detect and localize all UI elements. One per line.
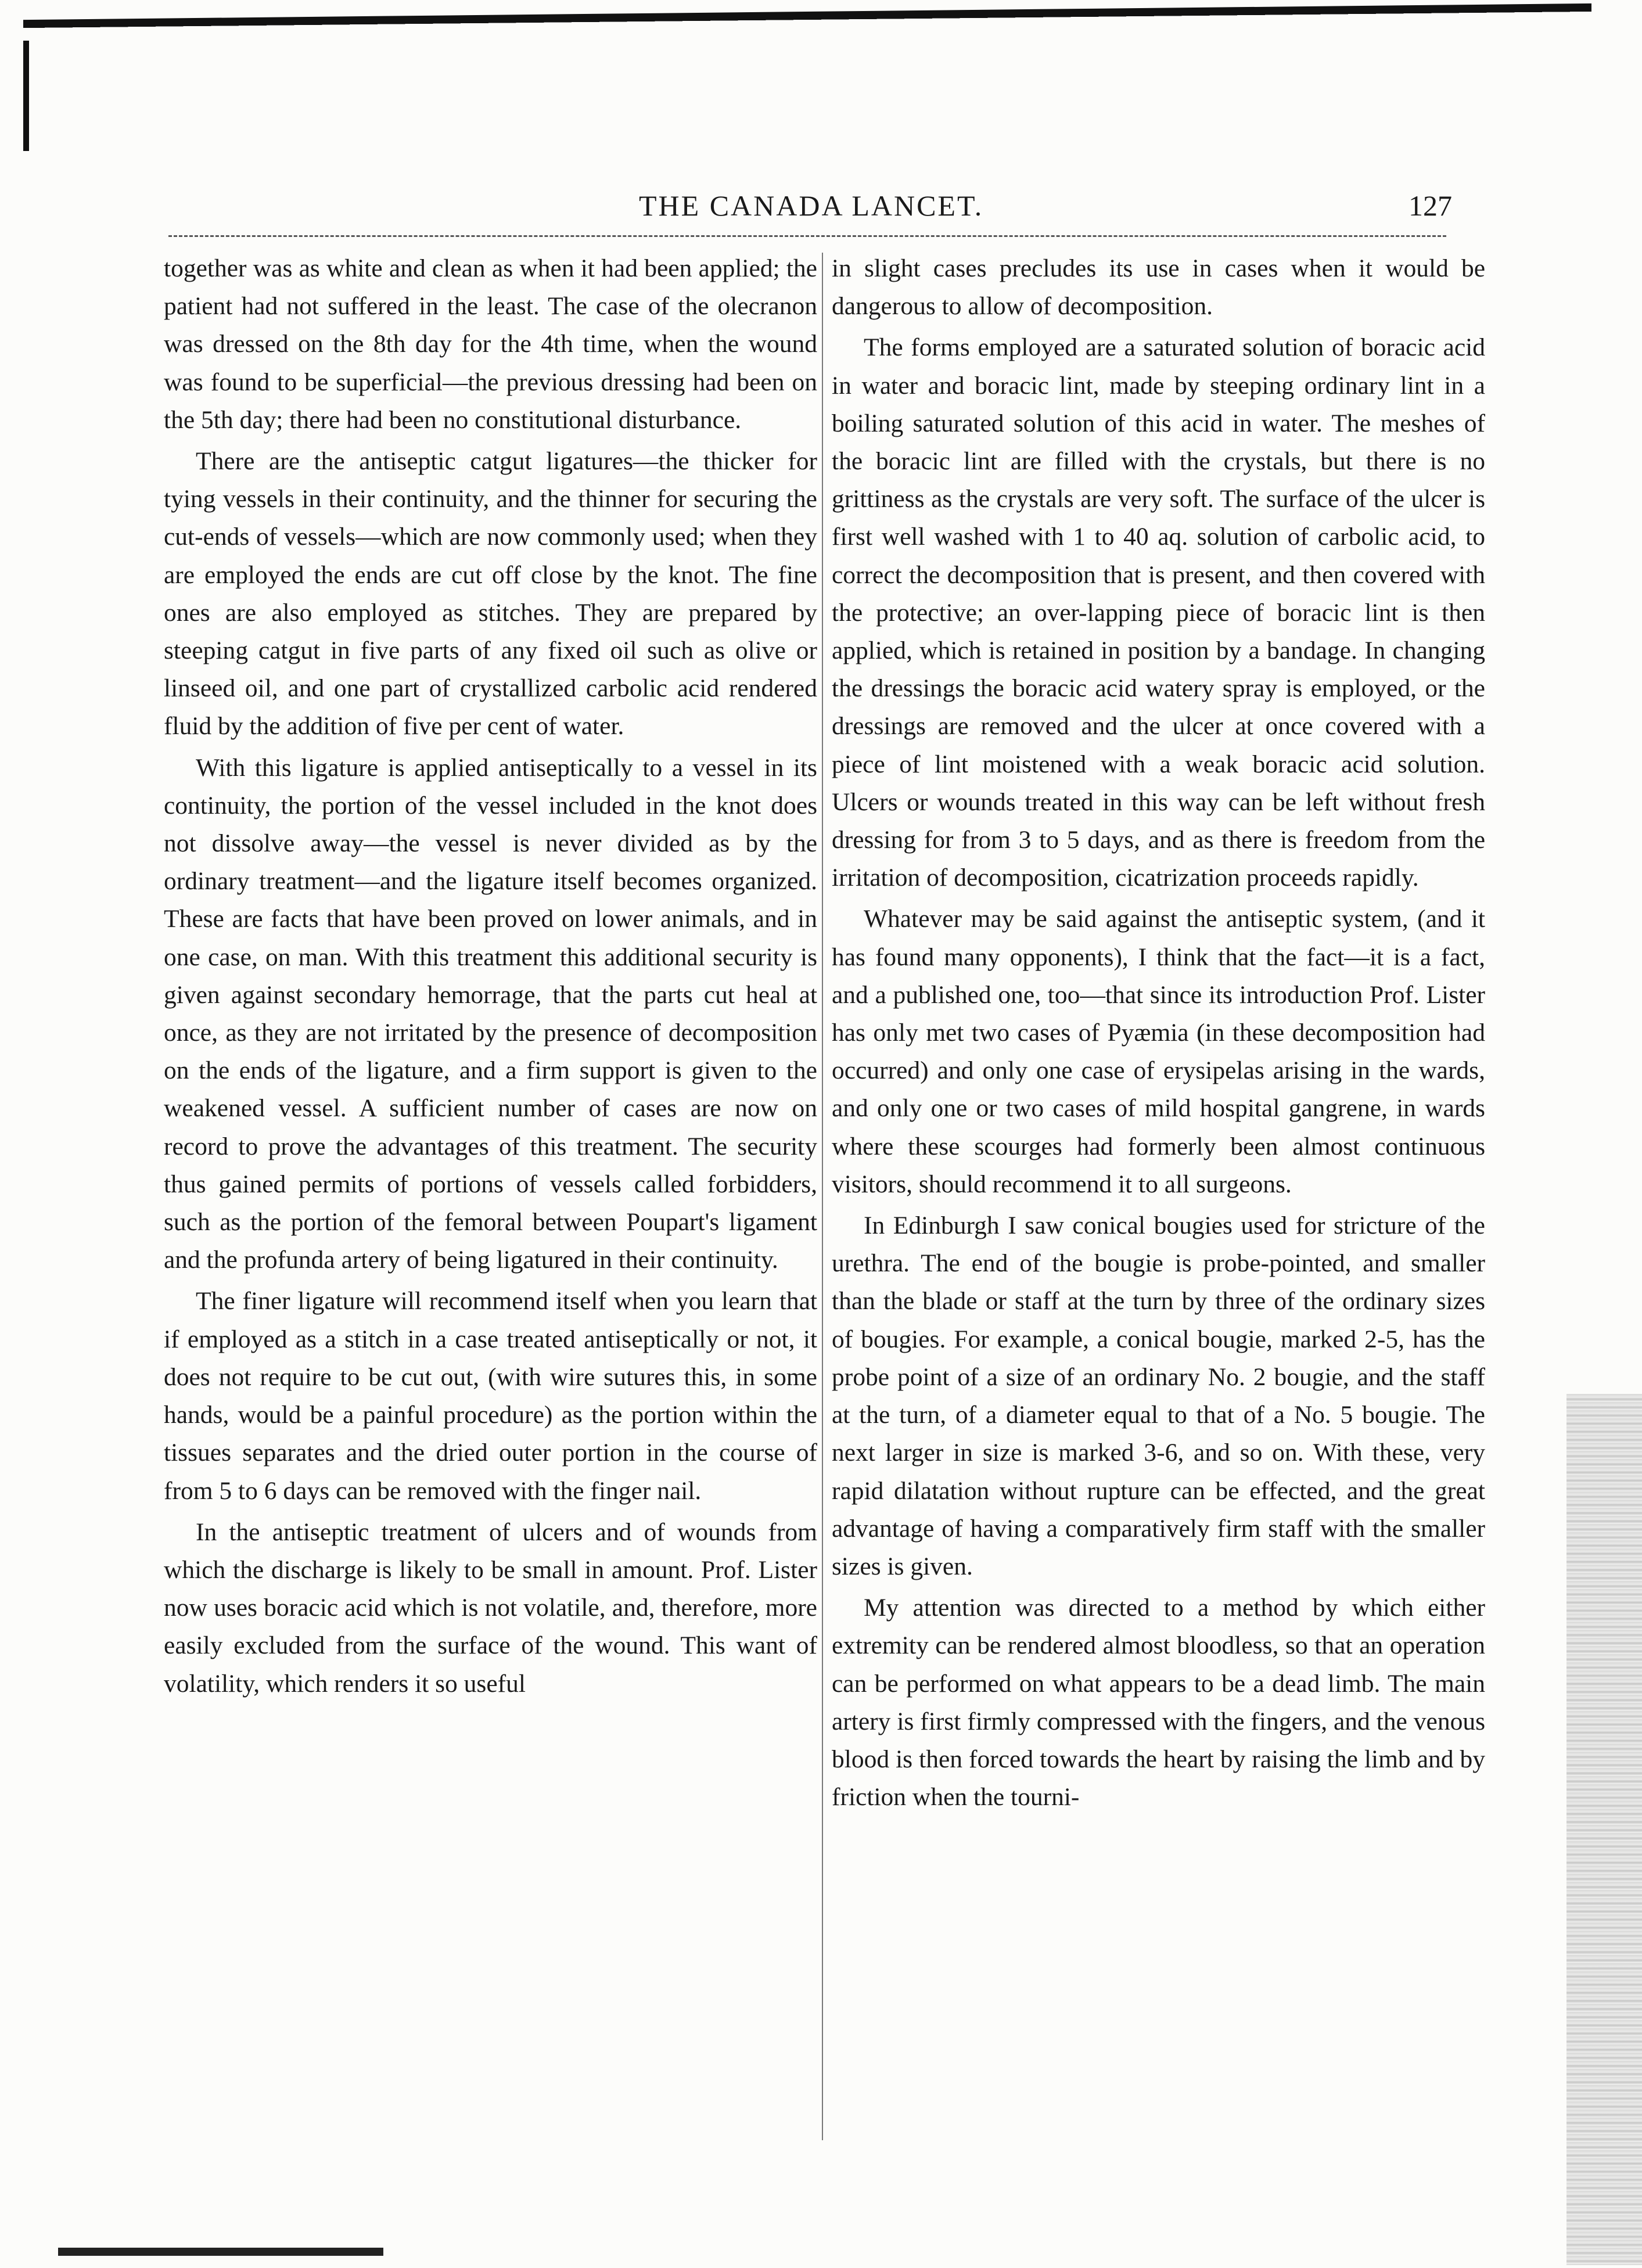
paragraph: In Edinburgh I saw conical bougies used for stricture of the urethra. The end of the bougie is probe-pointed, and smaller than the blade or staff at the turn by three of the ordinary sizes of bougies. For example, a conical bougie, marked 2-5, has the probe point of a size of an ordinary No. 2 bougie, and the staff at the turn, of a diameter equal to that of a No. 5 bougie. The next larger in size is marked 3-6, and so on. With these, very rapid dilatation without rupture can be effected, and the great advantage of having a comparatively firm staff with the smaller sizes is given. <box>832 1212 1485 1580</box>
right-column <box>832 250 1485 1816</box>
scan-edge-artifact-right <box>1566 1394 1642 2265</box>
scan-edge-artifact-left <box>23 41 29 151</box>
left-column <box>164 250 817 1703</box>
journal-title: THE CANADA LANCET. <box>639 189 984 222</box>
paragraph: in slight cases precludes its use in cases when it would be dangerous to allow of decomposition. <box>832 254 1485 321</box>
paragraph: In the antiseptic treatment of ulcers and of wounds from which the discharge is likely to be small in amount. Prof. Lister now uses boracic acid which is not volatile, and, therefore, more easily excluded from the surface of the wound. This want of volatility, which renders it so useful <box>164 1518 817 1698</box>
column-divider <box>822 253 823 2140</box>
running-head <box>163 189 1452 235</box>
scan-edge-artifact-top <box>23 3 1591 55</box>
paragraph: With this ligature is applied antiseptically to a vessel in its continuity, the portion of the vessel included in the knot does not dissolve away—the vessel is never divided as by the ordinary treatment—and the ligature itself becomes organized. These are facts that have been proved on lower animals, and in one case, on man. With this treatment this additional security is given against secondary hemorrage, that the parts cut heal at once, as they are not irritated by the presence of decomposition on the ends of the ligature, and a firm support is given to the weakened vessel. A sufficient number of cases are now on record to prove the advantages of this treatment. The security thus gained permits of portions of vessels called forbidders, such as the portion of the femoral between Poupart's ligament and the profunda artery of being ligatured in their continuity. <box>164 753 817 1274</box>
paragraph: together was as white and clean as when it had been applied; the patient had not suffered in the least. The case of the olecranon was dressed on the 8th day for the 4th time, when the wound was found to be superficial—the previous dressing had been on the 5th day; there had been no constitutional disturbance. <box>164 254 817 434</box>
paragraph: Whatever may be said against the antiseptic system, (and it has found many opponents), I think that the fact—it is a fact, and a published one, too—that since its introduction Prof. Lister has only met two cases of Pyæmia (in these decomposition had occurred) and only one case of erysipelas arising in the wards, and only one or two cases of mild hospital gangrene, in wards where these scourges had formerly been almost continuous visitors, should recommend it to all surgeons. <box>832 905 1485 1198</box>
page-number: 127 <box>1409 189 1452 222</box>
paragraph: My attention was directed to a method by which either extremity can be rendered almost bloodless, so that an operation can be performed on what appears to be a dead limb. The main artery is first firmly compressed with the fingers, and the venous blood is then forced towards the heart by raising the limb and by friction when the tourni- <box>832 1594 1485 1811</box>
header-rule <box>168 235 1446 237</box>
paragraph: The forms employed are a saturated solution of boracic acid in water and boracic lint, made by steeping ordinary lint in a boiling saturated solution of this acid in water. The meshes of the boracic lint are filled with the crystals, but there is no grittiness as the crystals are very soft. The surface of the ulcer is first well washed with 1 to 40 aq. solution of carbolic acid, to correct the decomposition that is present, and then covered with the protective; an over-lapping piece of boracic lint is then applied, which is retained in position by a bandage. In changing the dressings the boracic acid watery spray is employed, or the dressings are removed and the ulcer at once covered with a piece of lint moistened with a weak boracic acid solution. Ulcers or wounds treated in this way can be left without fresh dressing for from 3 to 5 days, and as there is freedom from the irritation of decomposition, cicatrization proceeds rapidly. <box>832 333 1485 892</box>
paragraph: There are the antiseptic catgut ligatures—the thicker for tying vessels in their continuity, and the thinner for securing the cut-ends of vessels—which are now commonly used; when they are employed the ends are cut off close by the knot. The fine ones are also employed as stitches. They are prepared by steeping catgut in five parts of any fixed oil such as olive or linseed oil, and one part of crystallized carbolic acid rendered fluid by the addition of five per cent of water. <box>164 447 817 741</box>
scan-edge-artifact-bottom <box>58 2248 383 2256</box>
paragraph: The finer ligature will recommend itself when you learn that if employed as a stitch in a case treated antiseptically or not, it does not require to be cut out, (with wire sutures this, in some hands, would be a painful procedure) as the portion within the tissues separates and the dried outer portion in the course of from 5 to 6 days can be removed with the finger nail. <box>164 1287 817 1505</box>
